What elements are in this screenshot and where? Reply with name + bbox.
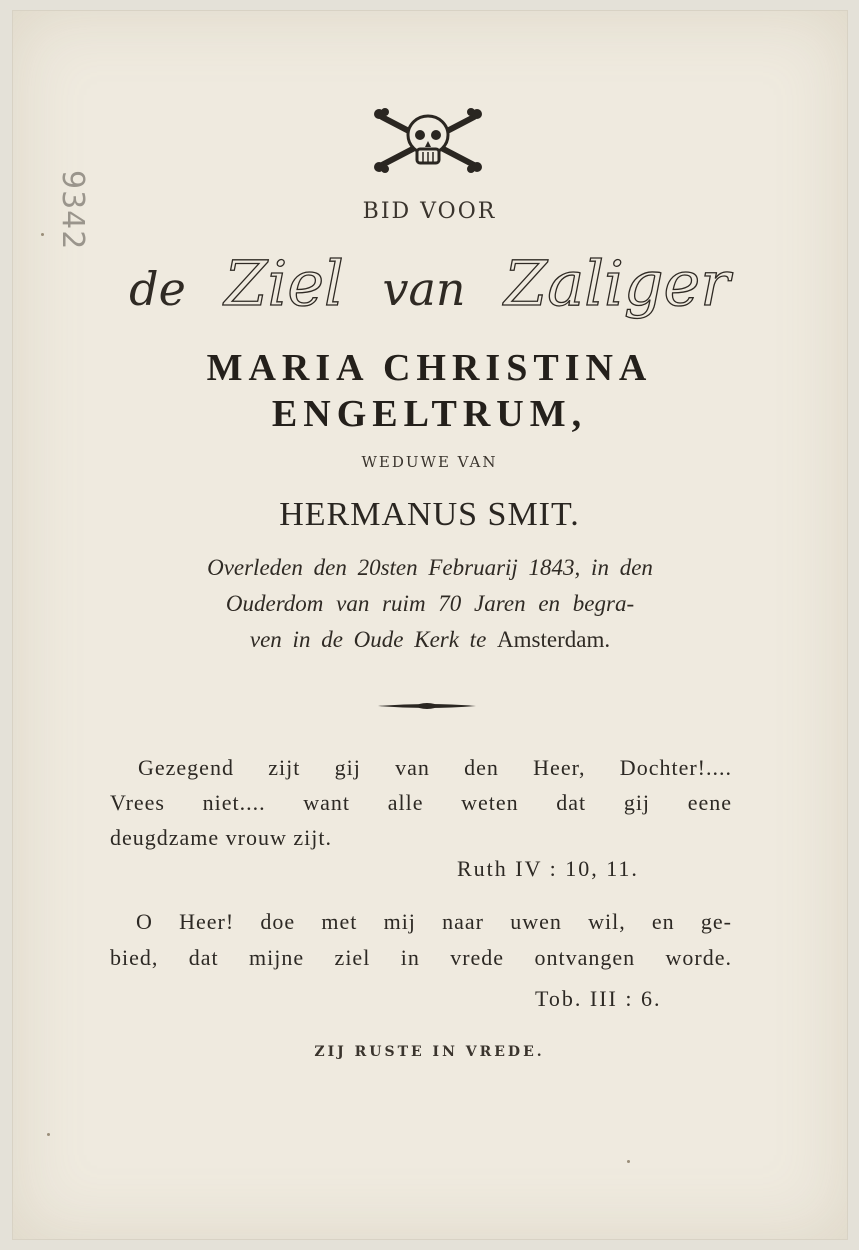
- death-place: Amsterdam.: [497, 627, 611, 652]
- inventory-number-text: 9342: [55, 170, 90, 251]
- verse1-reference: Ruth IV : 10, 11.: [457, 856, 639, 881]
- verse1-line1: Gezegend zijt gij van den Heer, Dochter!....: [138, 755, 732, 780]
- ziel-zaliger: Zaliger: [504, 247, 730, 320]
- death-line-3-italic: ven in de Oude Kerk te: [249, 627, 487, 652]
- verse2-reference: Tob. III : 6.: [535, 986, 662, 1011]
- husband-name: HERMANUS SMIT.: [279, 496, 580, 533]
- verse2-line2: bied, dat mijne ziel in vrede ontvangen worde.: [110, 945, 732, 970]
- closing-line: ZIJ RUSTE IN VREDE.: [314, 1044, 545, 1060]
- paper-speck: [47, 1133, 50, 1136]
- paper-speck: [627, 1160, 630, 1163]
- deceased-name-line2: ENGELTRUM,: [271, 393, 588, 435]
- paper-speck: [41, 233, 44, 236]
- verse1-line2: Vrees niet.... want alle weten dat gij eene: [110, 790, 732, 815]
- skull-and-crossbones-icon: [370, 107, 486, 173]
- verse1-line3: deugdzame vrouw zijt.: [110, 825, 332, 850]
- ornamental-divider: [378, 700, 476, 712]
- death-line-3: [100, 622, 760, 658]
- bid-voor-heading: BID VOOR: [362, 199, 497, 224]
- ziel-word: Ziel: [224, 247, 344, 320]
- ziel-heading: [0, 247, 859, 320]
- verse2-line1: O Heer! doe met mij naar uwen wil, en ge-: [136, 909, 732, 934]
- death-line-1: Overleden den 20sten Februarij 1843, in den: [207, 555, 653, 580]
- weduwe-van-label: WEDUWE VAN: [361, 453, 498, 471]
- ziel-van: van: [382, 262, 466, 316]
- ziel-prefix: de: [129, 262, 186, 316]
- death-line-2: Ouderdom van ruim 70 Jaren en begra-: [225, 591, 635, 616]
- deceased-name-line1: MARIA CHRISTINA: [206, 347, 653, 389]
